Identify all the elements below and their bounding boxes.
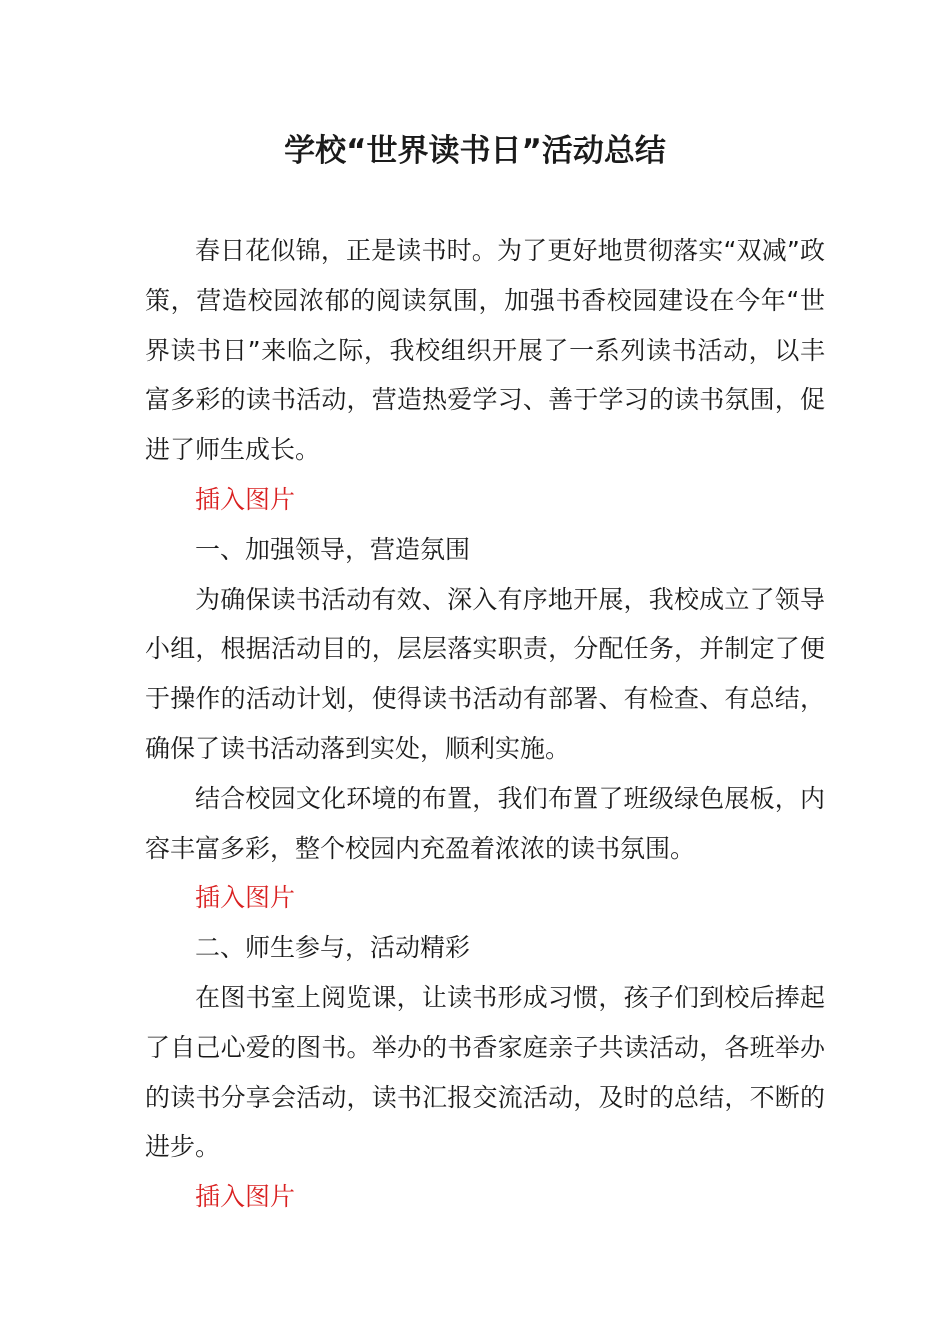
section-heading-2: 二、师生参与，活动精彩 [195, 933, 471, 963]
section-1-paragraph-1: 为确保读书活动有效、深入有序地开展，我校成立了领导小组，根据活动目的，层层落实职责，分配任务，并制定了便于操作的活动计划，使得读书活动有部署、有检查、有总结，确保了读书活动落到实处，顺利实施。 [145, 584, 825, 763]
section-heading-1: 一、加强领导，营造氛围 [195, 534, 471, 564]
document-title: 学校“世界读书日”活动总结 [284, 133, 666, 169]
section-1-paragraph-2: 结合校园文化环境的布置，我们布置了班级绿色展板，内容丰富多彩，整个校园内充盈着浓浓的读书氛围。 [145, 783, 825, 863]
intro-paragraph: 春日花似锦，正是读书时。为了更好地贯彻落实“双减”政策，营造校园浓郁的阅读氛围，加强书香校园建设在今年“世界读书日”来临之际，我校组织开展了一系列读书活动，以丰富多彩的读书活动，营造热爱学习、善于学习的读书氛围，促进了师生成长。 [145, 236, 825, 465]
section-2-paragraph-1: 在图书室上阅览课，让读书形成习惯，孩子们到校后捧起了自己心爱的图书。举办的书香家庭亲子共读活动，各班举办的读书分享会活动，读书汇报交流活动，及时的总结，不断的进步。 [145, 982, 825, 1162]
document-body [145, 226, 825, 1222]
insert-image-placeholder: 插入图片 [195, 1182, 296, 1212]
insert-image-placeholder: 插入图片 [195, 484, 296, 514]
insert-image-placeholder: 插入图片 [195, 883, 296, 913]
